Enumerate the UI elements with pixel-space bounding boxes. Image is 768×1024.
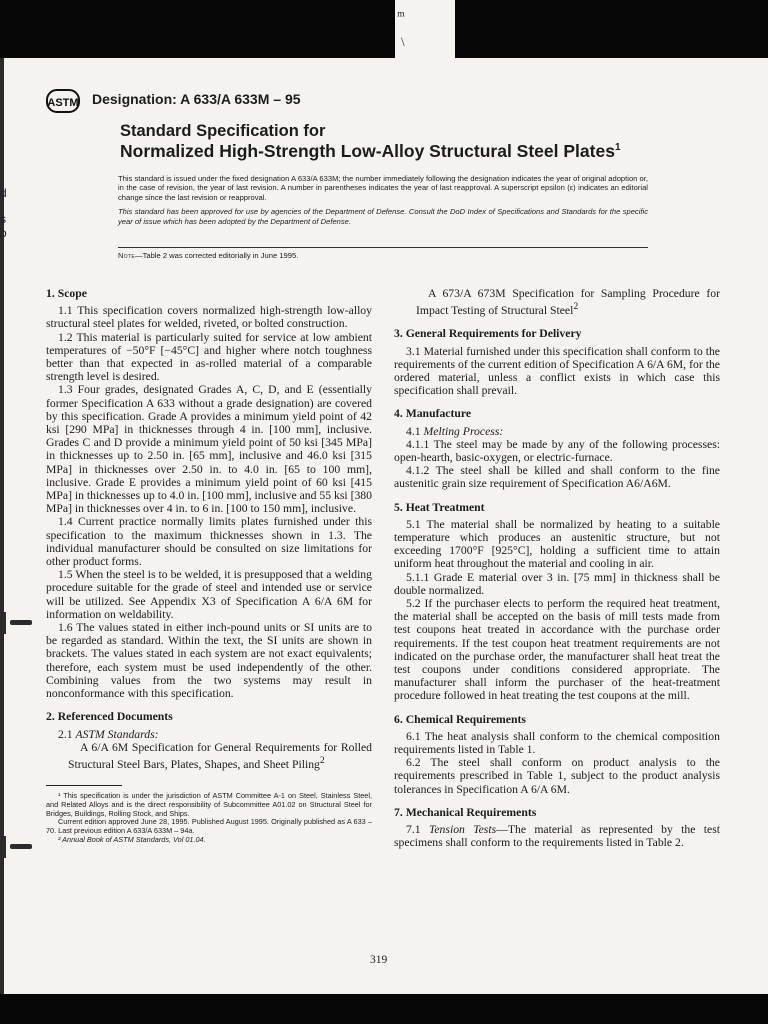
- edge-fragment: o: [0, 226, 7, 240]
- section-heading-chemical: 6. Chemical Requirements: [394, 712, 526, 726]
- handwritten-mark: ᵐ: [397, 8, 405, 25]
- section-heading-scope: 1. Scope: [46, 287, 87, 300]
- footnote-mark: 1: [614, 142, 621, 154]
- designation: Designation: A 633/A 633M – 95: [92, 91, 301, 107]
- footnote: ¹ This specification is under the jurisdiction of ASTM Committee A-1 on Steel, Stainless Steel, and Related Alloys and is the direct responsibility of Subcommittee A01.02 on Structural Steel for Bridges, Buildings, Rolling Stock, and Ships.: [46, 791, 372, 818]
- paragraph: 1.2 This material is particularly suited for service at low ambient temperatures of −50°F [−45°C] and higher where notch toughness better than that expected in as-rolled material of a comparable strength level is desired.: [46, 330, 372, 384]
- paragraph: 2.1 ASTM Standards:: [58, 727, 159, 741]
- paragraph: 4.1.1 The steel may be made by any of the following processes: open-hearth, basic-oxygen, or electric-furnace.: [394, 437, 720, 464]
- section-heading-general: 3. General Requirements for Delivery: [394, 327, 582, 341]
- standard-intro: [118, 174, 648, 231]
- binder-clip: [2, 836, 38, 858]
- section-heading-references: 2. Referenced Documents: [46, 710, 173, 724]
- paragraph: 3.1 Material furnished under this specification shall conform to the requirements of the current edition of Specification A 6/A 6M, for the ordered material, unless a conflict exists in which case this specification shall prevail.: [394, 344, 720, 398]
- paragraph: 4.1 Melting Process:: [406, 424, 504, 438]
- footnote: Current edition approved June 28, 1995. Published August 1995. Originally published as A 633 – 70. Last previous edition A 633/A 633M – 94a.: [46, 817, 372, 836]
- scan-bottom-border: [0, 994, 768, 1024]
- page-number: 319: [370, 954, 388, 966]
- paragraph: 6.2 The steel shall conform on product analysis to the requirements prescribed in Table 1, subject to the product analysis tolerances in Specification A 6/A 6M.: [394, 756, 720, 796]
- paragraph: 1.3 Four grades, designated Grades A, C, D, and E (essentially former Specification A 633 without a grade designation) are covered by this specification. Grade A provides a minimum yield point of 42 ksi [290 MPa] in thicknesses through 4 in. [100 mm], inclusive. Grades C and D provide a minimum yield point of 50 ksi [345 MPa] in thicknesses up to 2.50 in. [65 mm], inclusive and 46.0 ksi [315 MPa] in thicknesses over 2.50 in. to 4.0 in. [65 to 100 mm], inclusive. Grade E provides a minimum yield point of 60 ksi [415 MPa] in thicknesses up to 4.0 in. [100 mm], inclusive and 55 ksi [380 MPa] in thicknesses over 4 in. to 6 in. [100 to 150 mm], inclusive.: [46, 383, 372, 516]
- handwritten-tick: \: [401, 34, 405, 49]
- paragraph: 1.1 This specification covers normalized high-strength low-alloy structural steel plates for welded, riveted, or bolted construction.: [46, 304, 372, 331]
- section-heading-manufacture: 4. Manufacture: [394, 407, 472, 421]
- title-line-1: Standard Specification for: [120, 122, 326, 140]
- reference-item: A 6/A 6M Specification for General Requirements for Rolled Structural Steel Bars, Plates, Shapes, and Sheet Piling$^2$: [68, 740, 372, 771]
- paragraph: 5.1 The material shall be normalized by heating to a suitable temperature which produces an austenitic structure, but not exceeding 1700°F [925°C], holding a sufficient time to attain uniform heat throughout the material and cooling in air.: [394, 517, 720, 571]
- left-column: [46, 287, 372, 845]
- paragraph: 5.2 If the purchaser elects to perform the required heat treatment, the material shall be accepted on the basis of mill tests made from test coupons heat treated in accordance with the purchase order requirements. If the test coupon heat treatment requirements are not indicated on the purchase order, the manufacturer shall heat treat the test coupons under conditions considered appropriate. The manufacturer shall inform the purchaser of the heat-treatment procedure followed in heat treating the test coupons at the mill.: [394, 596, 720, 703]
- section-heading-heat-treatment: 5. Heat Treatment: [394, 500, 485, 514]
- edge-fragment: s: [0, 212, 6, 226]
- astm-logo-icon: [46, 88, 80, 114]
- paragraph: 6.1 The heat analysis shall conform to the chemical composition requirements listed in Table 1.: [394, 729, 720, 756]
- paragraph: 7.1 Tension Tests—The material as represented by the test specimens shall conform to the requirements listed in Table 2.: [394, 823, 721, 850]
- right-column: [394, 287, 720, 849]
- edge-fragment: d: [0, 186, 7, 200]
- intro-paragraph: This standard is issued under the fixed designation A 633/A 633M; the number immediately following the designation indicates the year of original adoption or, in the case of revision, the year of last revision. A number in parentheses indicates the year of last reapproval. A superscript epsilon (ε) indicates an editorial change since the last revision or reapproval.: [118, 174, 648, 202]
- paragraph: 4.1.2 The steel shall be killed and shall conform to the fine austenitic grain size requirement of Specification A6/A6M.: [394, 464, 720, 491]
- paragraph: 1.6 The values stated in either inch-pound units or SI units are to be regarded as standard. Within the text, the SI units are shown in brackets. The values stated in each system are not exact equivalents; therefore, each system must be used independently of the other. Combining values from the two systems may result in nonconformance with this specification.: [46, 621, 372, 701]
- section-heading-mechanical: 7. Mechanical Requirements: [394, 805, 537, 819]
- paragraph: 1.4 Current practice normally limits plates furnished under this specification to the maximum thicknesses shown in 1.3. The individual manufacturer should be consulted on size limitations for other product forms.: [46, 515, 372, 569]
- binder-clip: [2, 612, 38, 634]
- scan-top-border: [0, 0, 768, 58]
- svg-text:ASTM: ASTM: [47, 97, 79, 109]
- intro-dod-paragraph: This standard has been approved for use by agencies of the Department of Defense. Consult the DoD Index of Specifications and Standards for the specific year of issue which has been adopted by the Department of Defense.: [118, 207, 648, 226]
- paragraph: 1.5 When the steel is to be welded, it is presupposed that a welding procedure suitable for the grade of steel and intended use or service will be utilized. See Appendix X3 of Specification A 6/A 6M for information on weldability.: [46, 568, 372, 621]
- editorial-note: Note—Table 2 was corrected editorially in June 1995.: [118, 251, 299, 260]
- reference-item: A 673/A 673M Specification for Sampling Procedure for Impact Testing of Structural Steel$^2$: [416, 287, 720, 318]
- divider: [118, 247, 648, 248]
- paragraph: 5.1.1 Grade E material over 3 in. [75 mm] in thickness shall be double normalized.: [394, 570, 720, 597]
- page-title: Normalized High-Strength Low-Alloy Structural Steel Plates$^1$: [120, 141, 621, 161]
- footnote: ² Annual Book of ASTM Standards, Vol 01.04.: [58, 834, 206, 844]
- footnote-divider: [46, 785, 122, 786]
